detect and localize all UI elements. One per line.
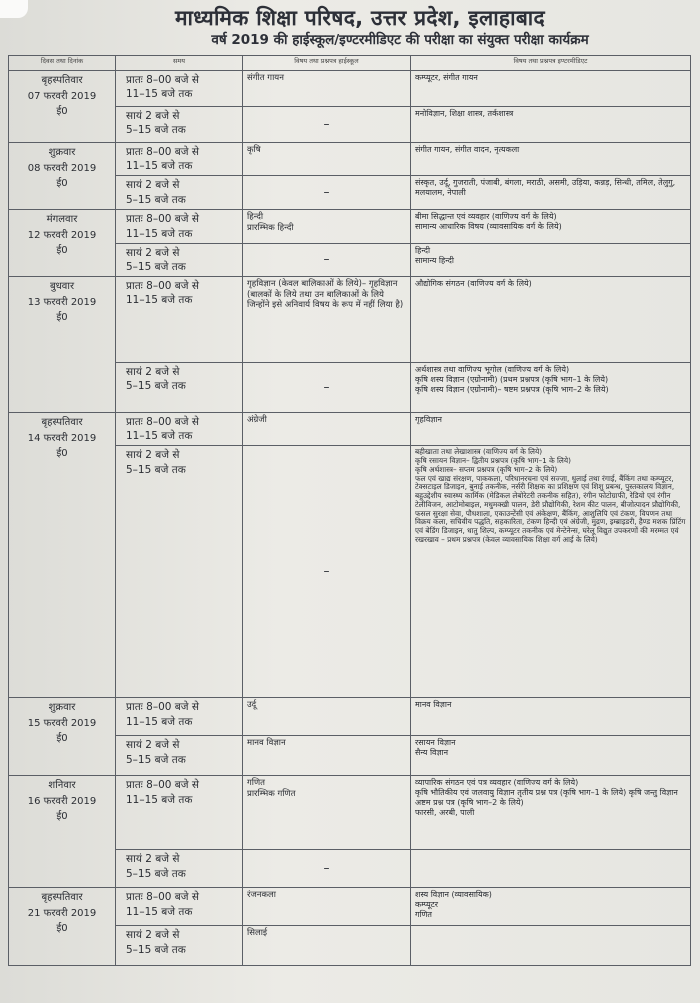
evening-time: सायं 2 बजे से 5–15 बजे तक [116,446,243,698]
no-subject-dash: – [243,176,411,210]
highschool-subject: मानव विज्ञान [243,736,411,776]
inter-subject: गृहविज्ञान [411,413,691,446]
inter-subject: कम्प्यूटर, संगीत गायन [411,71,691,107]
table-row [9,776,691,850]
morning-time: प्रातः 8–00 बजे से 11–15 बजे तक [116,413,243,446]
table-row [9,210,691,243]
day-cell: शुक्रवार 15 फरवरी 2019 ई0 [9,698,116,776]
day-cell: बुधवार 13 फरवरी 2019 ई0 [9,277,116,413]
morning-time: प्रातः 8–00 बजे से 11–15 बजे तक [116,210,243,243]
evening-time: सायं 2 बजे से 5–15 बजे तक [116,107,243,143]
evening-time: सायं 2 बजे से 5–15 बजे तक [116,850,243,888]
morning-time: प्रातः 8–00 बजे से 11–15 बजे तक [116,143,243,176]
inter-subject: बहीखाता तथा लेखाशास्त्र (वाणिज्य वर्ग के लिये) कृषि रसायन विज्ञान– द्वितीय प्रश्नपत्र (कृषि भाग–1 के लिये) कृषि अर्थशास्त्र– सप्तम प्रश्नपत्र (कृषि भाग–2 के लिये) फल एवं खाद्य संरक्षण, पाककला, परिधानरचना एवं सज्जा, धुलाई तथा रंगाई, बैंकिंग तथा कम्प्यूटर, टेक्सटाइल डिजाइन, बुनाई तकनीक, नर्सरी शिक्षक का प्रशिक्षण एवं शिशु प्रबन्ध, पुस्तकालय विज्ञान, बहुउद्देशीय स्वास्थ्य कार्मिक (मेडिकल लेबोरेटरी तकनीक सहित), रंगीन फोटोग्राफी, रेडियो एवं रंगीन टेलीविजन, आटोमोबाइल, मधुमक्खी पालन, डेरी प्रौद्योगिकी, रेशम कीट पालन, बीजोत्पादन प्रौद्योगिकी, फसल सुरक्षा सेवा, पौधशाला, एकाउन्टेंसी एवं अंकेक्षण, बैंकिंग, आशुलिपि एवं टंकण, विपणन तथा विक्रय कला, सचिवीय पद्धति, सहकारिता, टंकण हिन्दी एवं अंग्रेजी, मुद्रण, इम्ब्राइडरी, हैण्ड मशक प्रिंटिंग एवं बेडिंग डिजाइन, धातु शिल्प, कम्प्यूटर तकनीक एवं मेन्टेनेन्स, घरेलू विद्युत उपकरणों की मरम्मत एवं रखरखाव – प्रथम प्रश्नपत्र (केवल व्यावसायिक शिक्षा वर्ग आई के लिये) [411,446,691,698]
inter-subject: व्यापारिक संगठन एवं पत्र व्यवहार (वाणिज्य वर्ग के लिये) कृषि भौतिकीय एवं जलवायु विज्ञान तृतीय प्रश्न पत्र (कृषि भाग–1 के लिये) कृषि जन्तु विज्ञान अष्टम प्रश्न पत्र (कृषि भाग–2 के लिये) फारसी, अरबी, पाली [411,776,691,850]
evening-time: सायं 2 बजे से 5–15 बजे तक [116,926,243,966]
table-row [9,143,691,176]
highschool-subject: अंग्रेजी [243,413,411,446]
page-title: माध्यमिक शिक्षा परिषद, उत्तर प्रदेश, इलाहाबाद [174,6,545,30]
table-row [9,698,691,736]
day-cell: मंगलवार 12 फरवरी 2019 ई0 [9,210,116,277]
highschool-subject: संगीत गायन [243,71,411,107]
header-highschool: विषय तथा प्रश्नपत्र हाईस्कूल [243,56,411,71]
day-cell: बृहस्पतिवार 14 फरवरी 2019 ई0 [9,413,116,698]
highschool-subject: हिन्दी प्रारम्भिक हिन्दी [243,210,411,243]
morning-time: प्रातः 8–00 बजे से 11–15 बजे तक [116,776,243,850]
table-row [9,888,691,926]
evening-time: सायं 2 बजे से 5–15 बजे तक [116,736,243,776]
table-header-row [9,56,691,71]
highschool-subject: गृहविज्ञान (केवल बालिकाओं के लिये)– गृहविज्ञान (बालकों के लिये तथा उन बालिकाओं के लिये जिन्होंने इसे अनिवार्य विषय के रूप में नहीं लिया है) [243,277,411,363]
evening-time: सायं 2 बजे से 5–15 बजे तक [116,243,243,276]
inter-subject: रसायन विज्ञान सैन्य विज्ञान [411,736,691,776]
inter-subject [411,850,691,888]
morning-time: प्रातः 8–00 बजे से 11–15 बजे तक [116,698,243,736]
morning-time: प्रातः 8–00 बजे से 11–15 बजे तक [116,71,243,107]
no-subject-dash: – [243,446,411,698]
inter-subject: बीमा सिद्धान्त एवं व्यवहार (वाणिज्य वर्ग के लिये) सामान्य आधारिक विषय (व्यावसायिक वर्ग के लिये) [411,210,691,243]
inter-subject: अर्थशास्त्र तथा वाणिज्य भूगोल (वाणिज्य वर्ग के लिये) कृषि शस्य विज्ञान (एग्रोनामी) (प्रथम प्रश्नपत्र (कृषि भाग–1 के लिये) कृषि शस्य विज्ञान (एग्रोनामी)– षष्टम प्रश्नपत्र (कृषि भाग–2 के लिये) [411,363,691,413]
inter-subject: शस्य विज्ञान (व्यावसायिक) कम्प्यूटर गणित [411,888,691,926]
inter-subject: औद्योगिक संगठन (वाणिज्य वर्ग के लिये) [411,277,691,363]
highschool-subject: कृषि [243,143,411,176]
highschool-subject: गणित प्रारम्भिक गणित [243,776,411,850]
page-subtitle: वर्ष 2019 की हाईस्कूल/इण्टरमीडिएट की परीक्षा का संयुक्त परीक्षा कार्यक्रम [211,32,589,48]
day-cell: शनिवार 16 फरवरी 2019 ई0 [9,776,116,888]
evening-time: सायं 2 बजे से 5–15 बजे तक [116,176,243,210]
header-day: दिवस तथा दिनांक [9,56,116,71]
table-row [9,277,691,363]
highschool-subject: रंजनकला [243,888,411,926]
morning-time: प्रातः 8–00 बजे से 11–15 बजे तक [116,277,243,363]
day-cell: बृहस्पतिवार 21 फरवरी 2019 ई0 [9,888,116,966]
inter-subject: मनोविज्ञान, शिक्षा शास्त्र, तर्कशास्त्र [411,107,691,143]
table-row [9,413,691,446]
no-subject-dash: – [243,243,411,276]
inter-subject: संस्कृत, उर्दू, गुजराती, पंजाबी, बंगला, मराठी, असमी, उड़िया, कन्नड़, सिन्धी, तमिल, तेलुगु, मलयालम, नेपाली [411,176,691,210]
day-cell: बृहस्पतिवार 07 फरवरी 2019 ई0 [9,71,116,143]
header-inter: विषय तथा प्रश्नपत्र इण्टरमीडिएट [411,56,691,71]
inter-subject: संगीत गायन, संगीत वादन, नृत्यकला [411,143,691,176]
evening-time: सायं 2 बजे से 5–15 बजे तक [116,363,243,413]
highschool-subject: उर्दू [243,698,411,736]
inter-subject: हिन्दी सामान्य हिन्दी [411,243,691,276]
schedule-table [8,55,691,966]
table-row [9,71,691,107]
inter-subject [411,926,691,966]
no-subject-dash: – [243,107,411,143]
morning-time: प्रातः 8–00 बजे से 11–15 बजे तक [116,888,243,926]
highschool-subject: सिलाई [243,926,411,966]
no-subject-dash: – [243,363,411,413]
header-time: समय [116,56,243,71]
inter-subject: मानव विज्ञान [411,698,691,736]
no-subject-dash: – [243,850,411,888]
paper-corner [0,0,28,18]
day-cell: शुक्रवार 08 फरवरी 2019 ई0 [9,143,116,210]
